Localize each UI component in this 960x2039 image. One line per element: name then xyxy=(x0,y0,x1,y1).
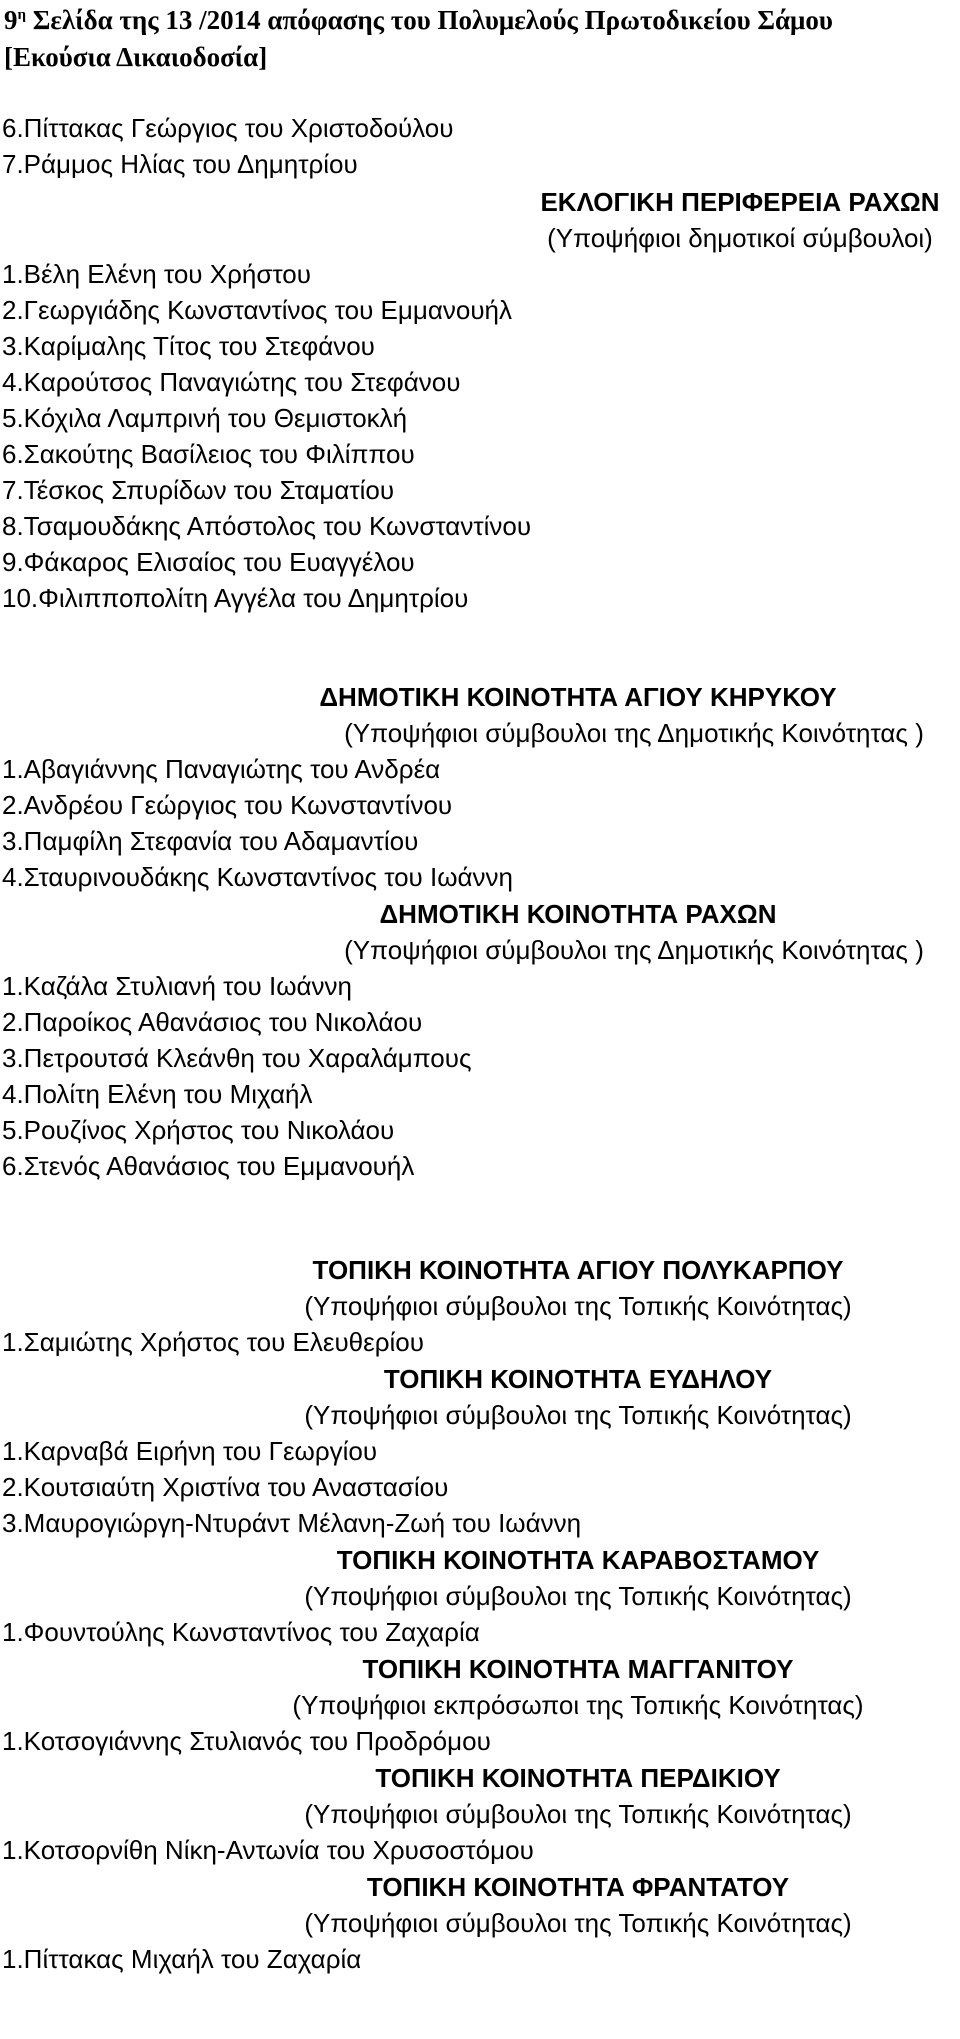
candidate-entry: 3.Καρίμαλης Τίτος του Στεφάνου xyxy=(2,331,375,361)
section-title: ΤΟΠΙΚΗ ΚΟΙΝΟΤΗΤΑ ΑΓΙΟΥ ΠΟΛΥΚΑΡΠΟΥ xyxy=(312,1255,844,1285)
section-title: ΤΟΠΙΚΗ ΚΟΙΝΟΤΗΤΑ ΚΑΡΑΒΟΣΤΑΜΟΥ xyxy=(336,1545,820,1575)
candidate-entry: 2.Γεωργιάδης Κωνσταντίνος του Εμμανουήλ xyxy=(2,295,513,325)
candidate-entry: 3.Παμφίλη Στεφανία του Αδαμαντίου xyxy=(2,826,419,856)
candidate-entry: 2.Κουτσιαύτη Χριστίνα του Αναστασίου xyxy=(2,1472,449,1502)
candidate-entry: 1.Φουντούλης Κωνσταντίνος του Ζαχαρία xyxy=(2,1617,480,1647)
page-header-line1 xyxy=(4,2,954,39)
section-subtitle: (Υποψήφιοι σύμβουλοι της Δημοτικής Κοινότητας ) xyxy=(344,718,924,748)
page-header-text: Σελίδα της 13 /2014 απόφασης του Πολυμελούς Πρωτοδικείου Σάμου xyxy=(26,5,833,35)
candidate-entry: 5.Ρουζίνος Χρήστος του Νικολάου xyxy=(2,1115,395,1145)
candidate-entry: 6.Πίττακας Γεώργιος του Χριστοδούλου xyxy=(2,113,454,143)
candidate-entry: 5.Κόχιλα Λαμπρινή του Θεμιστοκλή xyxy=(2,403,408,433)
section-subtitle: (Υποψήφιοι σύμβουλοι της Τοπικής Κοινότητας) xyxy=(304,1291,852,1321)
section-title: ΔΗΜΟΤΙΚΗ ΚΟΙΝΟΤΗΤΑ ΡΑΧΩΝ xyxy=(379,899,777,929)
candidate-entry: 1.Βέλη Ελένη του Χρήστου xyxy=(2,259,311,289)
candidate-entry: 4.Πολίτη Ελένη του Μιχαήλ xyxy=(2,1079,313,1109)
candidate-entry: 8.Τσαμουδάκης Απόστολος του Κωνσταντίνου xyxy=(2,511,532,541)
section-subtitle: (Υποψήφιοι δημοτικοί σύμβουλοι) xyxy=(547,223,933,253)
candidate-entry: 1.Αβαγιάννης Παναγιώτης του Ανδρέα xyxy=(2,754,441,784)
section-title: ΕΚΛΟΓΙΚΗ ΠΕΡΙΦΕΡΕΙΑ ΡΑΧΩΝ xyxy=(540,187,940,217)
section-subtitle: (Υποψήφιοι σύμβουλοι της Τοπικής Κοινότητας) xyxy=(304,1908,852,1938)
section-subtitle: (Υποψήφιοι εκπρόσωποι της Τοπικής Κοινότητας) xyxy=(292,1690,864,1720)
page-header xyxy=(4,2,954,76)
section-title: ΤΟΠΙΚΗ ΚΟΙΝΟΤΗΤΑ ΜΑΓΓΑΝΙΤΟΥ xyxy=(362,1654,794,1684)
candidate-entry: 3.Πετρουτσά Κλεάνθη του Χαραλάμπους xyxy=(2,1043,472,1073)
page-number-suffix: η xyxy=(17,7,27,23)
candidate-entry: 9.Φάκαρος Ελισαίος του Ευαγγέλου xyxy=(2,547,415,577)
section-title: ΤΟΠΙΚΗ ΚΟΙΝΟΤΗΤΑ ΕΥΔΗΛΟΥ xyxy=(383,1364,773,1394)
section-subtitle: (Υποψήφιοι σύμβουλοι της Δημοτικής Κοινότητας ) xyxy=(344,935,924,965)
section-subtitle: (Υποψήφιοι σύμβουλοι της Τοπικής Κοινότητας) xyxy=(304,1581,852,1611)
candidate-entry: 1.Καρναβά Ειρήνη του Γεωργίου xyxy=(2,1436,378,1466)
candidate-entry: 1.Κοτσορνίθη Νίκη-Αντωνία του Χρυσοστόμου xyxy=(2,1835,534,1865)
candidate-entry: 7.Τέσκος Σπυρίδων του Σταματίου xyxy=(2,475,395,505)
candidate-entry: 2.Ανδρέου Γεώργιος του Κωνσταντίνου xyxy=(2,790,453,820)
candidate-entry: 1.Σαμιώτης Χρήστος του Ελευθερίου xyxy=(2,1327,424,1357)
section-title: ΔΗΜΟΤΙΚΗ ΚΟΙΝΟΤΗΤΑ ΑΓΙΟΥ ΚΗΡΥΚΟΥ xyxy=(319,682,837,712)
page-header-line2: [Εκούσια Δικαιοδοσία] xyxy=(4,42,268,72)
candidate-entry: 1.Κοτσογιάννης Στυλιανός του Προδρόμου xyxy=(2,1726,491,1756)
section-title: ΤΟΠΙΚΗ ΚΟΙΝΟΤΗΤΑ ΦΡΑΝΤΑΤΟΥ xyxy=(366,1872,790,1902)
candidate-entry: 4.Καρούτσος Παναγιώτης του Στεφάνου xyxy=(2,367,461,397)
candidate-entry: 10.Φιλιπποπολίτη Αγγέλα του Δημητρίου xyxy=(2,583,469,613)
candidate-entry: 6.Στενός Αθανάσιος του Εμμανουήλ xyxy=(2,1151,415,1181)
candidate-entry: 1.Πίττακας Μιχαήλ του Ζαχαρία xyxy=(2,1944,362,1974)
candidate-entry: 2.Παροίκος Αθανάσιος του Νικολάου xyxy=(2,1007,423,1037)
candidate-entry: 1.Καζάλα Στυλιανή του Ιωάννη xyxy=(2,971,352,1001)
candidate-entry: 4.Σταυρινουδάκης Κωνσταντίνος του Ιωάννη xyxy=(2,862,514,892)
candidate-entry: 3.Μαυρογιώργη-Ντυράντ Μέλανη-Ζωή του Ιωάννη xyxy=(2,1508,582,1538)
section-subtitle: (Υποψήφιοι σύμβουλοι της Τοπικής Κοινότητας) xyxy=(304,1799,852,1829)
section-subtitle: (Υποψήφιοι σύμβουλοι της Τοπικής Κοινότητας) xyxy=(304,1400,852,1430)
section-title: ΤΟΠΙΚΗ ΚΟΙΝΟΤΗΤΑ ΠΕΡΔΙΚΙΟΥ xyxy=(375,1763,781,1793)
page-number: 9 xyxy=(4,5,18,35)
candidate-entry: 6.Σακούτης Βασίλειος του Φιλίππου xyxy=(2,439,415,469)
candidate-entry: 7.Ράμμος Ηλίας του Δημητρίου xyxy=(2,149,358,179)
